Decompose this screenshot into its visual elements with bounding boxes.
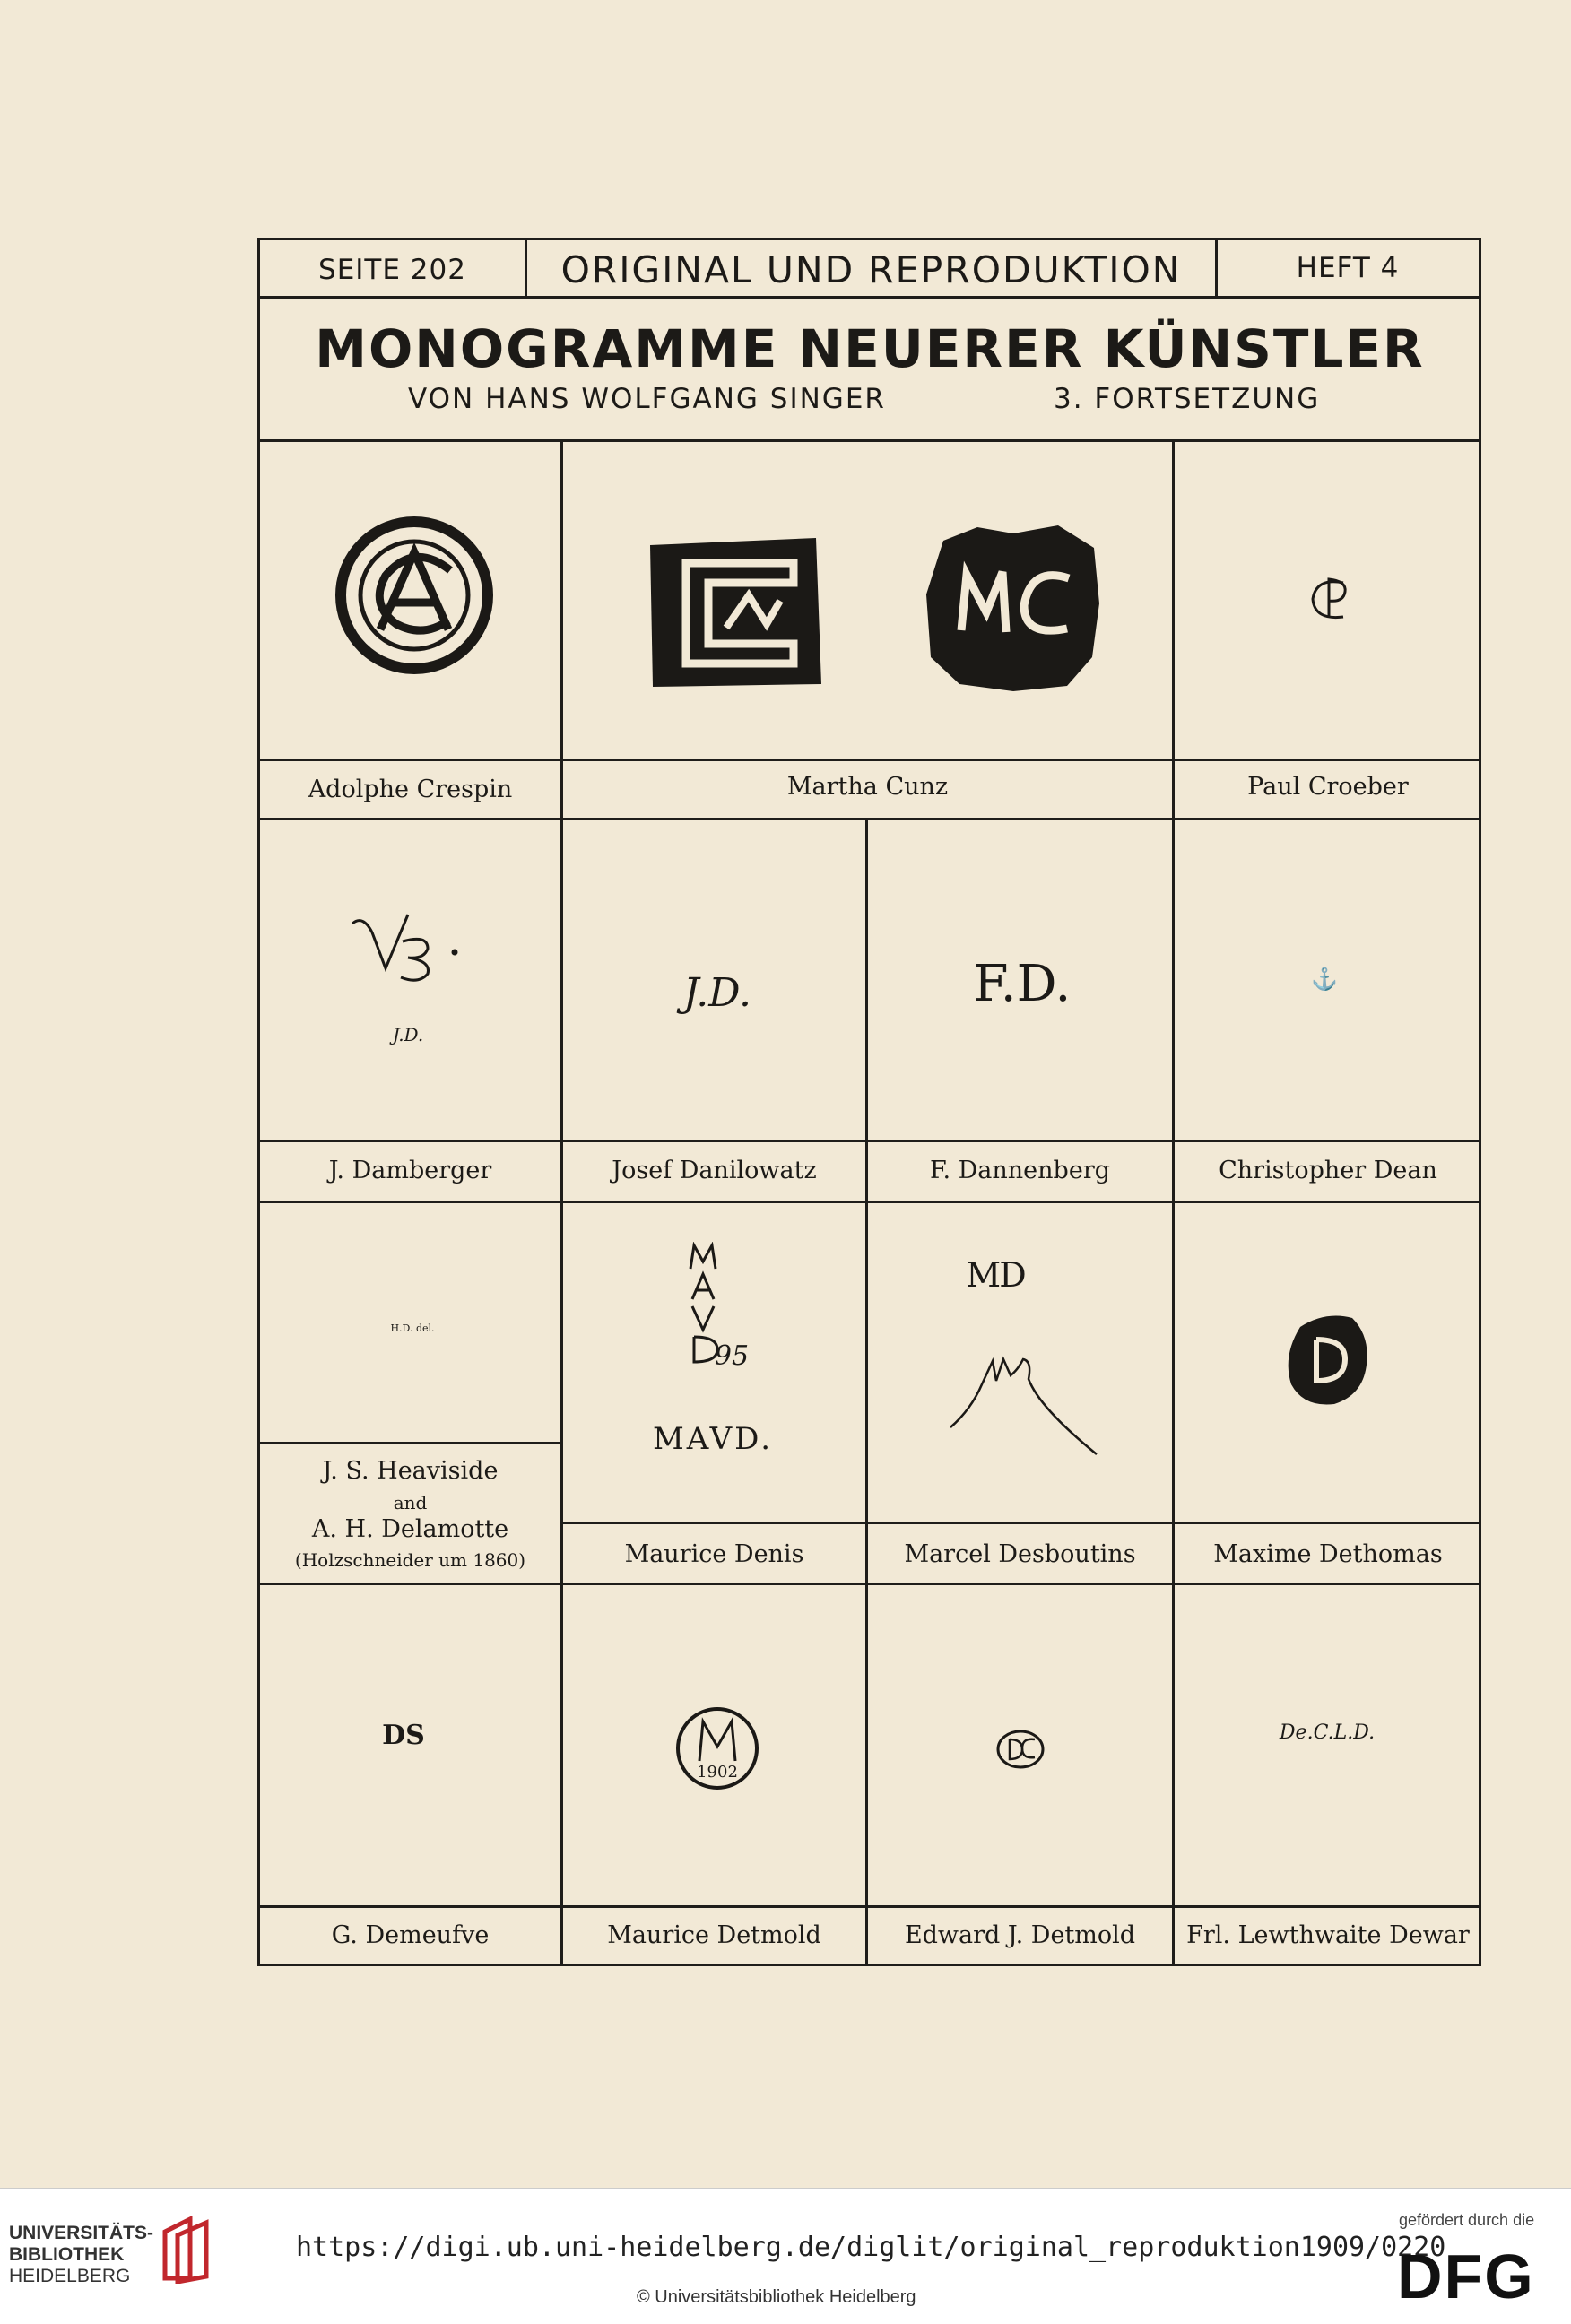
crespin-monogram bbox=[334, 515, 495, 676]
artist-name-e-detmold: Edward J. Detmold bbox=[904, 1921, 1136, 1949]
artist-name-heaviside: J. S. Heaviside bbox=[322, 1457, 499, 1485]
danilowatz-monogram: J.D. bbox=[683, 970, 751, 1016]
copyright-notice: © Universitätsbibliothek Heidelberg bbox=[637, 2287, 916, 2307]
heaviside-divider bbox=[260, 1442, 560, 1444]
artist-name-delamotte: A. H. Delamotte bbox=[311, 1515, 509, 1543]
artist-name-danilowatz: Josef Danilowatz bbox=[612, 1157, 817, 1184]
row1-divider bbox=[260, 818, 1481, 820]
table-frame bbox=[257, 238, 1481, 1966]
author-line: VON HANS WOLFGANG SINGER bbox=[408, 383, 886, 415]
artist-name-cunz: Martha Cunz bbox=[786, 773, 949, 801]
artist-name-dewar: Frl. Lewthwaite Dewar bbox=[1186, 1921, 1470, 1949]
issue-number: HEFT 4 bbox=[1296, 252, 1400, 284]
artist-name-dean: Christopher Dean bbox=[1219, 1157, 1437, 1184]
dewar-monogram: De.C.L.D. bbox=[1279, 1721, 1376, 1744]
title-divider bbox=[257, 439, 1481, 442]
page-title: MONOGRAMME NEUERER KÜNSTLER bbox=[315, 318, 1425, 379]
permalink-url[interactable]: https://digi.ub.uni-heidelberg.de/diglit/original_reproduktion1909/0220 bbox=[296, 2232, 1446, 2263]
library-line-2: BIBLIOTHEK bbox=[9, 2244, 125, 2265]
artist-name-note: (Holzschneider um 1860) bbox=[294, 1549, 526, 1571]
row3-divider bbox=[260, 1583, 1481, 1585]
artist-name-denis: Maurice Denis bbox=[624, 1540, 804, 1568]
cunz-monogram-1 bbox=[646, 536, 825, 689]
page-number: SEITE 202 bbox=[318, 254, 466, 286]
dfg-logo[interactable]: DFG bbox=[1397, 2242, 1535, 2311]
artist-name-heaviside-and: and bbox=[393, 1492, 428, 1513]
artist-name-damberger: J. Damberger bbox=[328, 1157, 492, 1184]
artist-name-dethomas: Maxime Dethomas bbox=[1213, 1540, 1443, 1568]
col2-divider bbox=[865, 818, 868, 1966]
header-divider bbox=[257, 296, 1481, 299]
denis-monogram-horizontal: MAVD. bbox=[652, 1421, 774, 1457]
row3-image-divider bbox=[560, 1522, 1481, 1524]
continuation-label: 3. FORTSETZUNG bbox=[1054, 383, 1321, 415]
row4-image-divider bbox=[260, 1905, 1481, 1908]
row2-image-divider bbox=[260, 1140, 1481, 1142]
artist-name-croeber: Paul Croeber bbox=[1247, 773, 1409, 801]
damberger-monogram-small: J.D. bbox=[392, 1024, 424, 1045]
library-line-3: HEIDELBERG bbox=[9, 2266, 131, 2286]
dean-monogram-icon: ⚓ bbox=[1311, 967, 1338, 992]
cunz-monogram-2 bbox=[924, 523, 1103, 693]
library-name[interactable] bbox=[9, 2223, 153, 2287]
croeber-monogram bbox=[1300, 572, 1363, 626]
row1-image-divider bbox=[260, 759, 1481, 761]
damberger-monogram bbox=[345, 906, 471, 986]
desboutins-monogram-upper: MD bbox=[966, 1255, 1025, 1295]
col1-divider bbox=[560, 439, 563, 1966]
col3-divider bbox=[1172, 439, 1175, 1966]
e-detmold-monogram bbox=[995, 1729, 1046, 1770]
desboutins-monogram-lower bbox=[946, 1345, 1103, 1461]
row2-divider bbox=[260, 1201, 1481, 1203]
artist-name-dannenberg: F. Dannenberg bbox=[929, 1157, 1111, 1184]
library-logo-icon[interactable] bbox=[160, 2216, 215, 2284]
m-detmold-monogram bbox=[673, 1704, 762, 1793]
library-line-1: UNIVERSITÄTS- bbox=[9, 2223, 154, 2243]
funding-label: gefördert durch die bbox=[1399, 2211, 1535, 2229]
denis-monogram-year: 95 bbox=[714, 1340, 750, 1372]
artist-name-desboutins: Marcel Desboutins bbox=[904, 1540, 1136, 1568]
artist-name-demeufve: G. Demeufve bbox=[331, 1921, 490, 1949]
journal-title: ORIGINAL UND REPRODUKTION bbox=[560, 248, 1182, 291]
viewer-footer bbox=[0, 2188, 1571, 2324]
demeufve-monogram: DS bbox=[382, 1720, 425, 1751]
heaviside-monogram: H.D. del. bbox=[390, 1322, 435, 1334]
m-detmold-year: 1902 bbox=[697, 1763, 738, 1782]
dannenberg-monogram: F.D. bbox=[973, 955, 1072, 1013]
artist-name-m-detmold: Maurice Detmold bbox=[607, 1921, 821, 1949]
dethomas-monogram bbox=[1282, 1309, 1372, 1408]
artist-name-crespin: Adolphe Crespin bbox=[308, 776, 513, 803]
